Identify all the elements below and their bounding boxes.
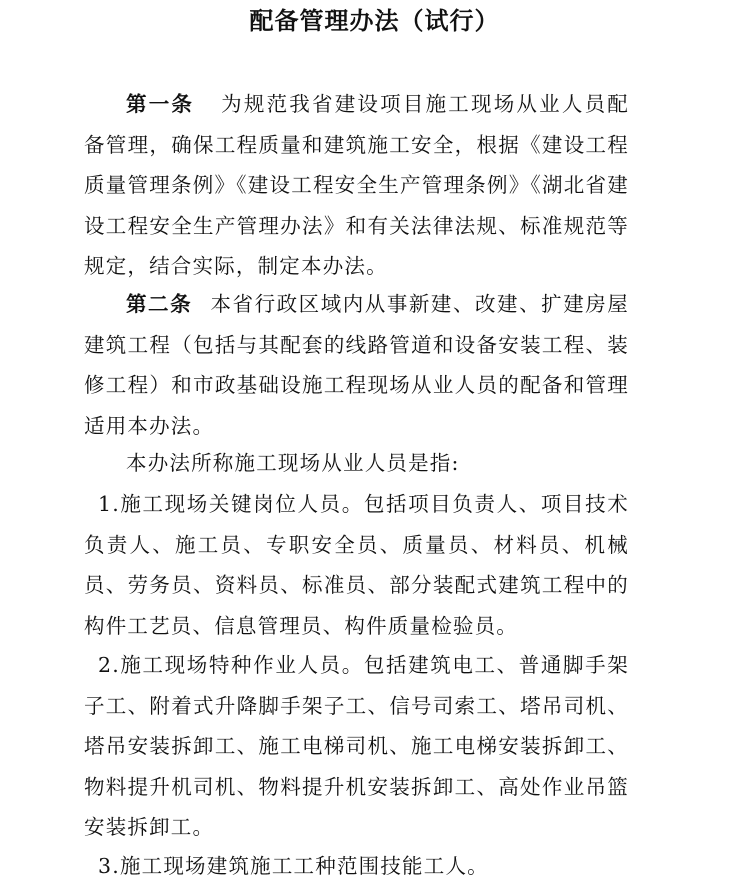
list-item: 3.施工现场建筑施工工种范围技能工人。 [98, 854, 489, 878]
article-2-label: 第二条 [126, 292, 193, 316]
list-item: 2.施工现场特种作业人员。包括建筑电工、普通脚手架子工、附着式升降脚手架子工、信号司索工、塔吊司机、塔吊安装拆卸工、施工电梯司机、施工电梯安装拆卸工、物料提升机司机、物料提升机安装拆卸工、高处作业吊篮安装拆卸工。 [84, 653, 629, 839]
article-1-paragraph [84, 84, 629, 287]
list-item: 1.施工现场关键岗位人员。包括项目负责人、项目技术负责人、施工员、专职安全员、质量员、材料员、机械员、劳务员、资料员、标准员、部分装配式建筑工程中的构件工艺员、信息管理员、构件质量检验员。 [84, 492, 629, 638]
document-title: 配备管理办法（试行） [249, 6, 500, 35]
article-2-paragraph [84, 284, 629, 446]
intro-paragraph: 本办法所称施工现场从业人员是指: [126, 451, 460, 475]
article-1-label: 第一条 [126, 92, 195, 116]
article-1-text: 为规范我省建设项目施工现场从业人员配备管理，确保工程质量和建筑施工安全，根据《建设工程质量管理条例》《建设工程安全生产管理条例》《湖北省建设工程安全生产管理办法》和有关法律法规、标准规范等规定，结合实际，制定本办法。 [84, 92, 629, 278]
article-2-text: 本省行政区域内从事新建、改建、扩建房屋建筑工程（包括与其配套的线路管道和设备安装工程、装修工程）和市政基础设施工程现场从业人员的配备和管理适用本办法。 [84, 292, 629, 438]
